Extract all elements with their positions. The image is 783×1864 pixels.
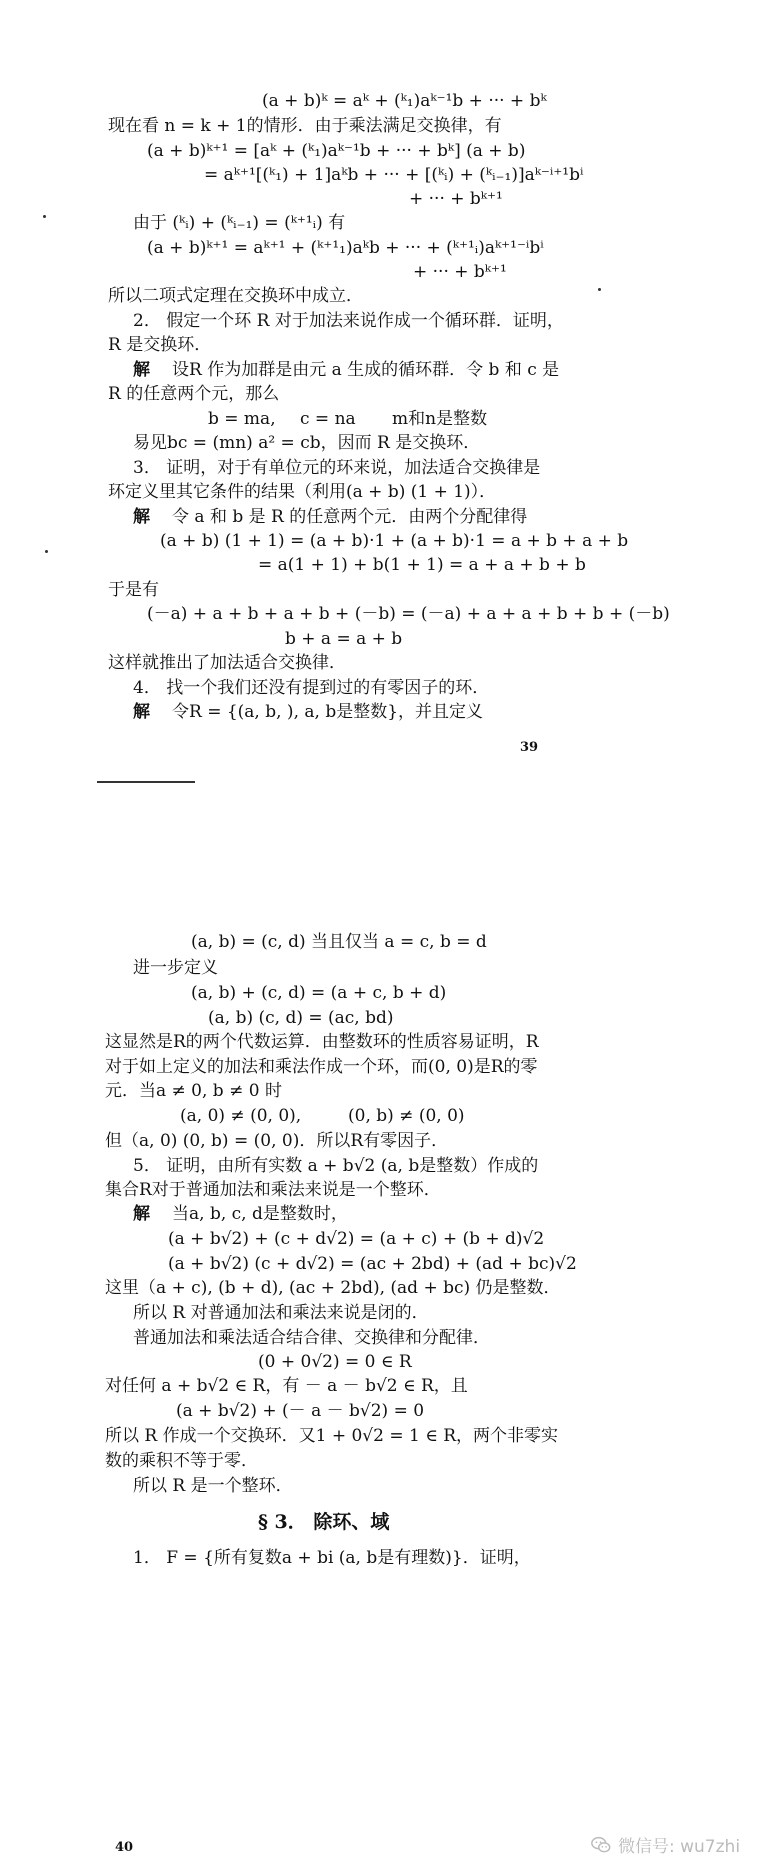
- scan-speck: [43, 215, 46, 218]
- formula-line: (a + b√2) + (c + d√2) = (a + c) + (b + d)√2: [168, 1229, 545, 1249]
- text-line: m和n是整数: [392, 409, 488, 429]
- textbook-page-40: [0, 930, 783, 1864]
- formula-line: (a + b√2) (c + d√2) = (ac + 2bd) + (ad + bc)√2: [168, 1254, 577, 1274]
- formula-line: (a, b) (c, d) = (ac, bd): [208, 1008, 394, 1028]
- section-heading: § 3． 除环、域: [258, 1511, 390, 1533]
- text-line: 所以 R 作成一个交换环．又1 + 0√2 = 1 ∈ R，两个非零实: [105, 1426, 558, 1446]
- watermark-text: 微信号: wu7zhi: [618, 1837, 741, 1857]
- page-number: 40: [115, 1840, 134, 1855]
- wechat-icon: [590, 1834, 612, 1856]
- scan-speck: [598, 288, 601, 291]
- formula-line: (－a) + a + b + a + b + (－b) = (－a) + a + a + b + b + (－b): [147, 604, 670, 624]
- scan-speck: [45, 550, 48, 553]
- formula-line: c = na: [300, 409, 356, 429]
- text-line: R 的任意两个元，那么: [108, 384, 280, 404]
- formula-line: + ··· + bᵏ⁺¹: [413, 262, 507, 282]
- text-line: 环定义里其它条件的结果（利用(a + b) (1 + 1)）．: [108, 482, 497, 502]
- formula-line: = aᵏ⁺¹[(ᵏ₁) + 1]aᵏb + ··· + [(ᵏᵢ) + (ᵏᵢ₋₁)]aᵏ⁻ⁱ⁺¹bⁱ: [204, 165, 584, 185]
- formula-line: (a, 0) ≠ (0, 0),: [180, 1106, 302, 1126]
- text-line: 数的乘积不等于零．: [105, 1451, 258, 1471]
- text-line: 对任何 a + b√2 ∈ R，有 － a － b√2 ∈ R，且: [105, 1376, 468, 1396]
- formula-line: (0, b) ≠ (0, 0): [348, 1106, 465, 1126]
- text-line: 由于 (ᵏᵢ) + (ᵏᵢ₋₁) = (ᵏ⁺¹ᵢ) 有: [133, 213, 346, 233]
- text-line: R 是交换环．: [108, 335, 212, 355]
- solution-mark: 解: [133, 507, 150, 527]
- text-line: 集合R对于普通加法和乘法来说是一个整环．: [105, 1180, 441, 1200]
- text-line: 令 a 和 b 是 R 的任意两个元．由两个分配律得: [172, 507, 528, 527]
- text-line: 这样就推出了加法适合交换律．: [108, 653, 346, 673]
- solution-mark: 解: [133, 360, 150, 380]
- text-line: 所以 R 是一个整环．: [133, 1476, 293, 1496]
- formula-line: (a, b) = (c, d) 当且仅当 a = c, b = d: [191, 932, 487, 952]
- text-line: 元．当a ≠ 0, b ≠ 0 时: [105, 1081, 282, 1101]
- text-line: 这里（a + c), (b + d), (ac + 2bd), (ad + bc) 仍是整数．: [105, 1278, 561, 1298]
- wechat-watermark: [590, 1832, 740, 1857]
- text-line: 设R 作为加群是由元 a 生成的循环群．令 b 和 c 是: [172, 360, 560, 380]
- text-line: 这显然是R的两个代数运算．由整数环的性质容易证明，R: [105, 1032, 539, 1052]
- text-line: 进一步定义: [133, 958, 218, 978]
- formula-line: = a(1 + 1) + b(1 + 1) = a + a + b + b: [258, 555, 586, 575]
- formula-line: b + a = a + b: [285, 629, 403, 649]
- exercise-5-statement: 5． 证明，由所有实数 a + b√2 (a, b是整数）作成的: [133, 1156, 539, 1176]
- formula-line: (a + b)ᵏ⁺¹ = aᵏ⁺¹ + (ᵏ⁺¹₁)aᵏb + ··· + (ᵏ⁺¹ᵢ)aᵏ⁺¹⁻ⁱbⁱ: [147, 238, 544, 258]
- text-line: 现在看 n = k + 1的情形．由于乘法满足交换律，有: [108, 116, 502, 136]
- exercise-3-statement: 3． 证明，对于有单位元的环来说，加法适合交换律是: [133, 458, 541, 478]
- formula-line: (a + b) (1 + 1) = (a + b)·1 + (a + b)·1 = a + b + a + b: [160, 531, 629, 551]
- formula-line: (0 + 0√2) = 0 ∈ R: [258, 1352, 412, 1372]
- formula-line: (a + b)ᵏ⁺¹ = [aᵏ + (ᵏ₁)aᵏ⁻¹b + ··· + bᵏ] (a + b): [147, 141, 526, 161]
- binomial-hypothesis-line: (a + b)ᵏ = aᵏ + (ᵏ₁)aᵏ⁻¹b + ··· + bᵏ: [262, 91, 547, 111]
- text-line: 所以 R 对普通加法和乘法来说是闭的．: [133, 1303, 429, 1323]
- text-line: 易见bc = (mn) a² = cb，因而 R 是交换环．: [133, 433, 481, 453]
- page-number: 39: [520, 740, 539, 755]
- text-line: 对于如上定义的加法和乘法作成一个环，而(0, 0)是R的零: [105, 1057, 538, 1077]
- text-line: 当a, b, c, d是整数时，: [172, 1204, 348, 1224]
- formula-line: + ··· + bᵏ⁺¹: [409, 189, 503, 209]
- solution-mark: 解: [133, 1204, 150, 1224]
- exercise-1-statement: 1． F = {所有复数a + bi (a, b是有理数)}．证明，: [133, 1548, 531, 1568]
- exercise-4-statement: 4． 找一个我们还没有提到过的有零因子的环．: [133, 678, 490, 698]
- solution-mark: 解: [133, 702, 150, 722]
- formula-line: (a, b) + (c, d) = (a + c, b + d): [191, 983, 447, 1003]
- text-line: 于是有: [108, 580, 159, 600]
- formula-line: (a + b√2) + (－ a － b√2) = 0: [176, 1401, 425, 1421]
- text-line: 普通加法和乘法适合结合律、交换律和分配律．: [133, 1328, 490, 1348]
- formula-line: b = ma,: [208, 409, 276, 429]
- textbook-page-39: [0, 0, 783, 930]
- text-line: 令R = {(a, b, ), a, b是整数}，并且定义: [172, 702, 484, 722]
- scan-divider: [97, 781, 195, 783]
- text-line: 但（a, 0) (0, b) = (0, 0)．所以R有零因子．: [105, 1131, 449, 1151]
- text-line: 所以二项式定理在交换环中成立．: [108, 286, 363, 306]
- exercise-2-statement: 2． 假定一个环 R 对于加法来说作成一个循环群．证明，: [133, 311, 564, 331]
